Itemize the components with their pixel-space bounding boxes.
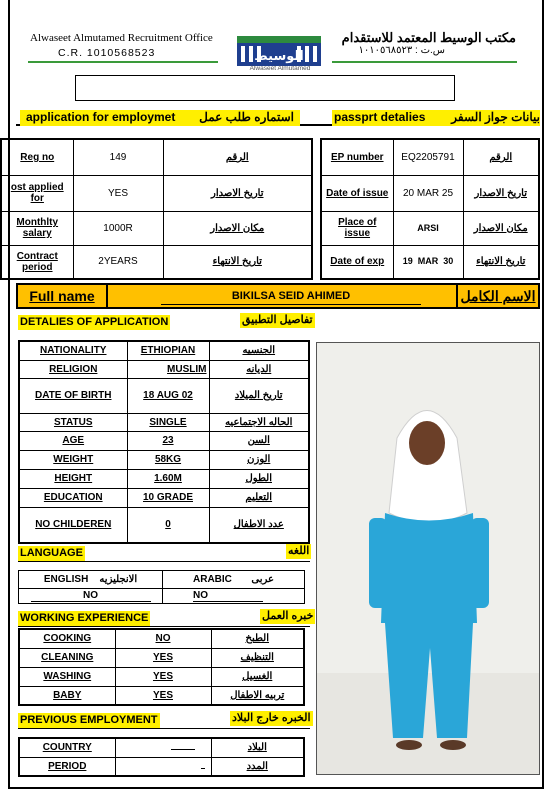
passport-label: Date of exp xyxy=(321,245,393,279)
detail-label: DATE OF BIRTH xyxy=(19,378,127,413)
language-heading-ar: اللغه xyxy=(288,545,310,557)
previous-value-cell xyxy=(115,738,211,757)
table-row xyxy=(19,378,309,413)
work-value: YES xyxy=(115,667,211,686)
table-row xyxy=(19,738,304,757)
detail-label-ar: السن xyxy=(209,431,309,450)
employment-label: Reg no xyxy=(1,139,73,175)
previous-value xyxy=(201,768,205,769)
details-table xyxy=(18,340,310,544)
detail-value: 0 xyxy=(127,507,209,543)
table-row xyxy=(19,629,304,648)
logo-text: الوسيط xyxy=(254,49,304,64)
passport-value: 20 MAR 25 xyxy=(393,175,463,211)
cr-number-ar: س.ت : ١٠١٠٥٦٨٥٢٣ xyxy=(358,45,445,56)
language-english xyxy=(19,571,163,589)
detail-label: NATIONALITY xyxy=(19,341,127,360)
table-row xyxy=(19,507,309,543)
passport-label: EP number xyxy=(321,139,393,175)
employment-table xyxy=(0,138,313,280)
table-row xyxy=(19,488,309,507)
passport-label: Place of issue xyxy=(321,211,393,245)
table-row xyxy=(19,686,304,705)
application-title-en: application for employmet xyxy=(26,110,176,124)
work-label-ar: الغسيل xyxy=(211,667,304,686)
detail-label: RELIGION xyxy=(19,360,127,378)
employment-label: Monthlty salary xyxy=(1,211,73,245)
english-value: NO xyxy=(31,590,151,602)
work-label: CLEANING xyxy=(19,648,115,667)
work-value: YES xyxy=(115,648,211,667)
table-row xyxy=(321,175,539,211)
employment-label-ar: الرقم xyxy=(163,139,312,175)
english-label: ENGLISH xyxy=(43,574,89,585)
employment-value: 1000R xyxy=(73,211,163,245)
work-label-ar: التنظيف xyxy=(211,648,304,667)
table-row xyxy=(19,469,309,488)
full-name-value: BIKILSA SEID AHIMED xyxy=(161,288,421,305)
table-row xyxy=(19,341,309,360)
table-row xyxy=(1,139,312,175)
applicant-photo xyxy=(316,342,540,775)
work-label: WASHING xyxy=(19,667,115,686)
english-value-cell xyxy=(19,589,163,604)
full-name-label: Full name xyxy=(18,285,108,307)
arabic-label: ARABIC xyxy=(193,574,232,585)
passport-label-ar: مكان الاصدار xyxy=(463,211,539,245)
table-row xyxy=(19,667,304,686)
detail-label-ar: عدد الاطفال xyxy=(209,507,309,543)
details-heading: DETALIES OF APPLICATION xyxy=(20,316,169,328)
work-table xyxy=(18,628,305,706)
application-title-ar: استماره طلب عمل xyxy=(199,110,294,124)
passport-table xyxy=(320,138,540,280)
table-row xyxy=(19,589,305,604)
language-heading: LANGUAGE xyxy=(20,547,83,559)
detail-label-ar: الحاله الاجتماعيه xyxy=(209,413,309,431)
passport-label: Date of issue xyxy=(321,175,393,211)
table-row xyxy=(321,211,539,245)
work-label-ar: الطبخ xyxy=(211,629,304,648)
previous-heading: PREVIOUS EMPLOYMENT xyxy=(20,714,158,726)
work-heading: WORKING EXPERIENCE xyxy=(20,612,149,624)
table-row xyxy=(19,360,309,378)
previous-value xyxy=(171,749,195,750)
blank-field[interactable] xyxy=(75,75,455,101)
employment-label: Contract period xyxy=(1,245,73,279)
previous-table xyxy=(18,737,305,777)
language-arabic xyxy=(163,571,305,589)
applicant-figure-illustration xyxy=(317,343,540,775)
detail-label-ar: الطول xyxy=(209,469,309,488)
detail-label-ar: تاريخ الميلاد xyxy=(209,378,309,413)
table-row xyxy=(19,757,304,776)
employment-label-ar: تاريخ الانتهاء xyxy=(163,245,312,279)
employment-label-ar: تاريخ الاصدار xyxy=(163,175,312,211)
detail-label-ar: الجنسيه xyxy=(209,341,309,360)
detail-label-ar: الوزن xyxy=(209,450,309,469)
previous-value-cell xyxy=(115,757,211,776)
previous-label: PERIOD xyxy=(19,757,115,776)
arabic-value: NO xyxy=(193,590,263,602)
detail-label: WEIGHT xyxy=(19,450,127,469)
employment-value: 2YEARS xyxy=(73,245,163,279)
detail-label: HEIGHT xyxy=(19,469,127,488)
table-row xyxy=(19,431,309,450)
previous-rule xyxy=(18,728,310,729)
table-row xyxy=(19,450,309,469)
language-rule xyxy=(18,561,310,562)
company-name-en: Alwaseet Almutamed Recruitment Office xyxy=(30,32,213,44)
passport-label-ar: تاريخ الانتهاء xyxy=(463,245,539,279)
employment-value: YES xyxy=(73,175,163,211)
passport-value: EQ2205791 xyxy=(393,139,463,175)
work-value: YES xyxy=(115,686,211,705)
detail-value: SINGLE xyxy=(127,413,209,431)
header-rule-right xyxy=(332,61,517,63)
passport-value: ARSI xyxy=(393,211,463,245)
company-name-ar: مكتب الوسيط المعتمد للاستقدام xyxy=(341,30,516,45)
table-row xyxy=(19,571,305,589)
work-label: BABY xyxy=(19,686,115,705)
detail-value: 23 xyxy=(127,431,209,450)
work-rule xyxy=(18,626,310,627)
detail-value: MUSLIM xyxy=(127,360,209,378)
passport-title-en: passprt detalies xyxy=(334,110,426,124)
details-heading-ar: تفاصيل التطبيق xyxy=(242,314,313,326)
employment-value: 149 xyxy=(73,139,163,175)
detail-value: 1.60M xyxy=(127,469,209,488)
logo-caption: Alwaseet Almutamed xyxy=(249,65,311,72)
arabic-value-cell xyxy=(163,589,305,604)
full-name-field xyxy=(108,285,474,307)
table-row xyxy=(1,211,312,245)
table-row xyxy=(321,245,539,279)
detail-value: 18 AUG 02 xyxy=(127,378,209,413)
arabic-label-ar: عربى xyxy=(251,574,274,585)
detail-value: 10 GRADE xyxy=(127,488,209,507)
detail-label: NO CHILDEREN xyxy=(19,507,127,543)
detail-label: AGE xyxy=(19,431,127,450)
table-row xyxy=(1,175,312,211)
work-heading-ar: خبره العمل xyxy=(262,610,314,622)
passport-value: 19 MAR 30 xyxy=(393,245,463,279)
detail-label: EDUCATION xyxy=(19,488,127,507)
detail-value: 58KG xyxy=(127,450,209,469)
table-row xyxy=(19,413,309,431)
employment-label: ost applied for xyxy=(1,175,73,211)
passport-headline xyxy=(332,110,540,126)
frame-rule xyxy=(542,0,544,75)
english-label-ar: الانجليزيه xyxy=(99,574,138,585)
detail-label: STATUS xyxy=(19,413,127,431)
passport-label-ar: الرقم xyxy=(463,139,539,175)
passport-label-ar: تاريخ الاصدار xyxy=(463,175,539,211)
work-label: COOKING xyxy=(19,629,115,648)
employment-label-ar: مكان الاصدار xyxy=(163,211,312,245)
table-row xyxy=(19,648,304,667)
header-rule-left xyxy=(28,61,218,63)
full-name-label-ar: الاسم الكامل xyxy=(456,285,538,307)
full-name-bar xyxy=(16,283,540,309)
previous-heading-ar: الخبره خارج البلاد xyxy=(232,712,311,724)
detail-value: ETHIOPIAN xyxy=(127,341,209,360)
previous-label-ar: البلاد xyxy=(211,738,304,757)
passport-title-ar: بيانات جواز السفر xyxy=(451,110,540,124)
table-row xyxy=(321,139,539,175)
detail-label-ar: التعليم xyxy=(209,488,309,507)
table-row xyxy=(1,245,312,279)
work-label-ar: تربيه الاطفال xyxy=(211,686,304,705)
cr-number-en: C.R. 1010568523 xyxy=(58,47,156,59)
previous-label: COUNTRY xyxy=(19,738,115,757)
application-headline xyxy=(20,110,300,126)
detail-label-ar: الديانه xyxy=(209,360,309,378)
language-table xyxy=(18,570,305,604)
work-value: NO xyxy=(115,629,211,648)
previous-label-ar: المدد xyxy=(211,757,304,776)
